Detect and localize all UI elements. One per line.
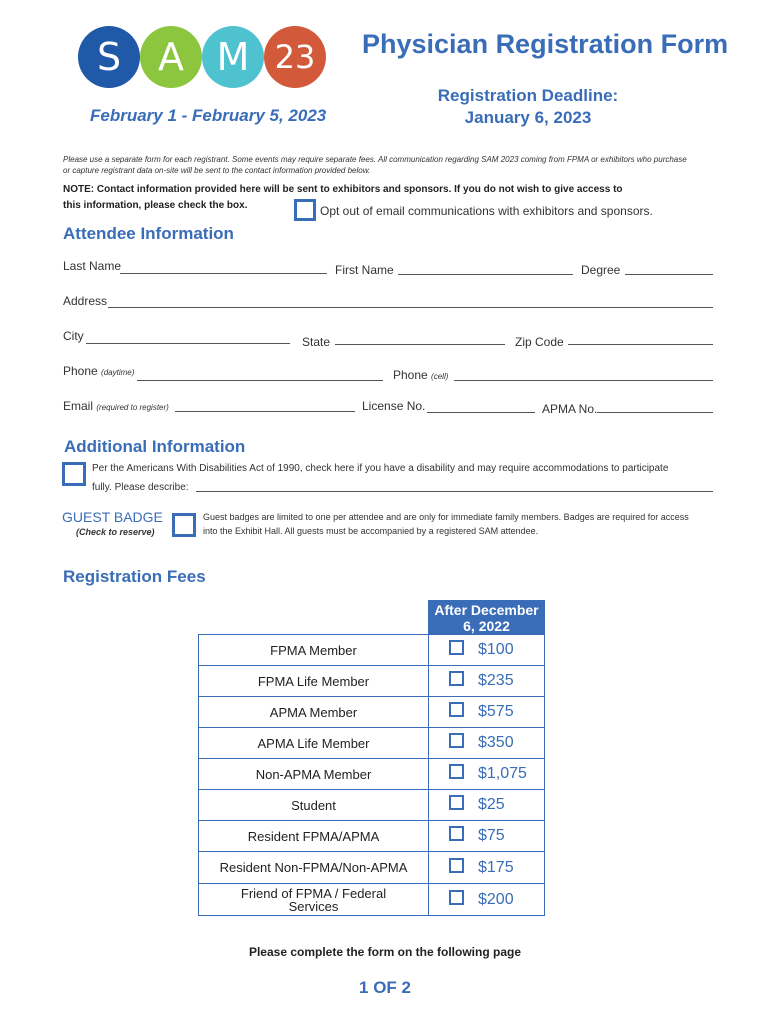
fee-category: Resident Non-FPMA/Non-APMA: [199, 852, 429, 884]
phone-cell-note: (cell): [431, 372, 449, 381]
guest-check-note: (Check to reserve): [76, 527, 155, 537]
fee-option[interactable]: [429, 852, 545, 884]
fee-category: Friend of FPMA / Federal Services: [199, 884, 429, 916]
phone-label-text: Phone: [63, 364, 98, 378]
state-label: State: [302, 335, 331, 349]
fees-header-row: [199, 601, 545, 635]
phone-cell-label: [393, 368, 448, 382]
fee-option[interactable]: [429, 790, 545, 821]
fee-checkbox[interactable]: [449, 795, 464, 810]
fee-row: [199, 666, 545, 697]
fee-option[interactable]: [429, 821, 545, 852]
logo-circle-23: 23: [264, 26, 326, 88]
fee-row: [199, 759, 545, 790]
email-label-text: Email: [63, 399, 94, 413]
fee-price: $175: [478, 858, 514, 876]
fee-checkbox[interactable]: [449, 733, 464, 748]
fee-category: APMA Life Member: [199, 728, 429, 759]
state-input[interactable]: [335, 344, 505, 345]
email-input[interactable]: [175, 411, 355, 412]
first-name-input[interactable]: [398, 274, 573, 275]
page-number: 1 OF 2: [359, 978, 411, 997]
city-input[interactable]: [86, 343, 290, 344]
fee-checkbox[interactable]: [449, 890, 464, 905]
fee-row: [199, 852, 545, 884]
phone-daytime-input[interactable]: [137, 380, 383, 381]
note-line1: NOTE: Contact information provided here will be sent to exhibitors and sponsors. If you do not wish to give access to: [63, 184, 623, 195]
fee-row: [199, 635, 545, 666]
fee-category: APMA Member: [199, 697, 429, 728]
fee-row: [199, 884, 545, 916]
fee-option[interactable]: [429, 884, 545, 916]
fee-price: $350: [478, 734, 514, 751]
fee-category: Student: [199, 790, 429, 821]
page-title: Physician Registration Form: [362, 29, 729, 59]
guest-badge-label: GUEST BADGE: [62, 509, 163, 525]
ada-text-line2: fully. Please describe:: [92, 482, 189, 493]
attendee-heading: Attendee Information: [63, 224, 234, 243]
intro-text-line2: or capture registrant data on-site will be sent to the contact information provided below.: [63, 166, 371, 175]
fee-option[interactable]: [429, 728, 545, 759]
guest-badge-checkbox[interactable]: [172, 513, 196, 537]
address-label: Address: [63, 294, 108, 308]
city-label: City: [63, 329, 84, 343]
degree-input[interactable]: [625, 274, 713, 275]
event-dates: February 1 - February 5, 2023: [90, 106, 327, 125]
note-line2: this information, please check the box.: [63, 200, 248, 211]
deadline-date: January 6, 2023: [464, 108, 592, 127]
phone-cell-input[interactable]: [454, 380, 713, 381]
fee-checkbox[interactable]: [449, 640, 464, 655]
fee-price: $235: [478, 672, 514, 689]
fee-category: Non-APMA Member: [199, 759, 429, 790]
fee-price: $25: [478, 796, 505, 813]
opt-out-label: Opt out of email communications with exhibitors and sponsors.: [320, 204, 653, 218]
logo-circle-a: A: [140, 26, 202, 88]
fee-checkbox[interactable]: [449, 702, 464, 717]
degree-label: Degree: [581, 263, 621, 277]
license-input[interactable]: [427, 412, 535, 413]
phone-daytime-label: [63, 364, 134, 378]
fee-checkbox[interactable]: [449, 671, 464, 686]
fee-option[interactable]: [429, 666, 545, 697]
intro-text-line1: Please use a separate form for each registrant. Some events may require separate fees. All communication regarding SAM 2023 coming from FPMA or exhibitors who purchase: [63, 155, 687, 164]
ada-text-line1: Per the Americans With Disabilities Act of 1990, check here if you have a disability and may require accommodations to participate: [92, 463, 669, 474]
apma-label: APMA No.: [542, 402, 598, 416]
fee-price: $1,075: [478, 765, 527, 782]
fee-price: $100: [478, 641, 514, 658]
fee-price: $200: [478, 890, 514, 908]
fees-column-header: After December 6, 2022: [429, 601, 545, 635]
additional-heading: Additional Information: [64, 437, 246, 456]
fee-row: [199, 790, 545, 821]
deadline-label: Registration Deadline:: [437, 86, 619, 105]
ada-checkbox[interactable]: [62, 462, 86, 486]
email-label: [63, 399, 169, 413]
fee-checkbox[interactable]: [449, 858, 464, 873]
zip-input[interactable]: [568, 344, 713, 345]
fee-row: [199, 821, 545, 852]
logo-circle-m: M: [202, 26, 264, 88]
fee-price: $75: [478, 827, 505, 844]
fee-checkbox[interactable]: [449, 764, 464, 779]
last-name-input[interactable]: [120, 273, 327, 274]
fee-row: [199, 697, 545, 728]
apma-input[interactable]: [597, 412, 713, 413]
license-label: License No.: [362, 399, 426, 413]
fee-category: Resident FPMA/APMA: [199, 821, 429, 852]
fees-heading: Registration Fees: [63, 567, 206, 586]
fee-category: FPMA Member: [199, 635, 429, 666]
logo-circle-s: S: [78, 26, 140, 88]
last-name-label: Last Name: [63, 259, 122, 273]
address-input[interactable]: [108, 307, 713, 308]
fee-option[interactable]: [429, 635, 545, 666]
zip-label: Zip Code: [515, 335, 564, 349]
email-required-note: (required to register): [96, 403, 169, 412]
phone2-label-text: Phone: [393, 368, 428, 382]
ada-describe-input[interactable]: [196, 491, 713, 492]
fee-checkbox[interactable]: [449, 826, 464, 841]
guest-text-line2: into the Exhibit Hall. All guests must be accompanied by a registered SAM attendee.: [203, 526, 539, 536]
fee-row: [199, 728, 545, 759]
fee-option[interactable]: [429, 759, 545, 790]
fee-option[interactable]: [429, 697, 545, 728]
fees-table: [198, 600, 545, 916]
phone-daytime-note: (daytime): [101, 368, 135, 377]
fees-header-blank: [199, 601, 429, 635]
guest-text-line1: Guest badges are limited to one per attendee and are only for immediate family members. Badges are required for access: [203, 512, 689, 522]
first-name-label: First Name: [335, 263, 394, 277]
fee-price: $575: [478, 703, 514, 720]
fee-category: FPMA Life Member: [199, 666, 429, 697]
continue-note: Please complete the form on the following page: [248, 945, 522, 959]
opt-out-checkbox[interactable]: [294, 199, 316, 221]
